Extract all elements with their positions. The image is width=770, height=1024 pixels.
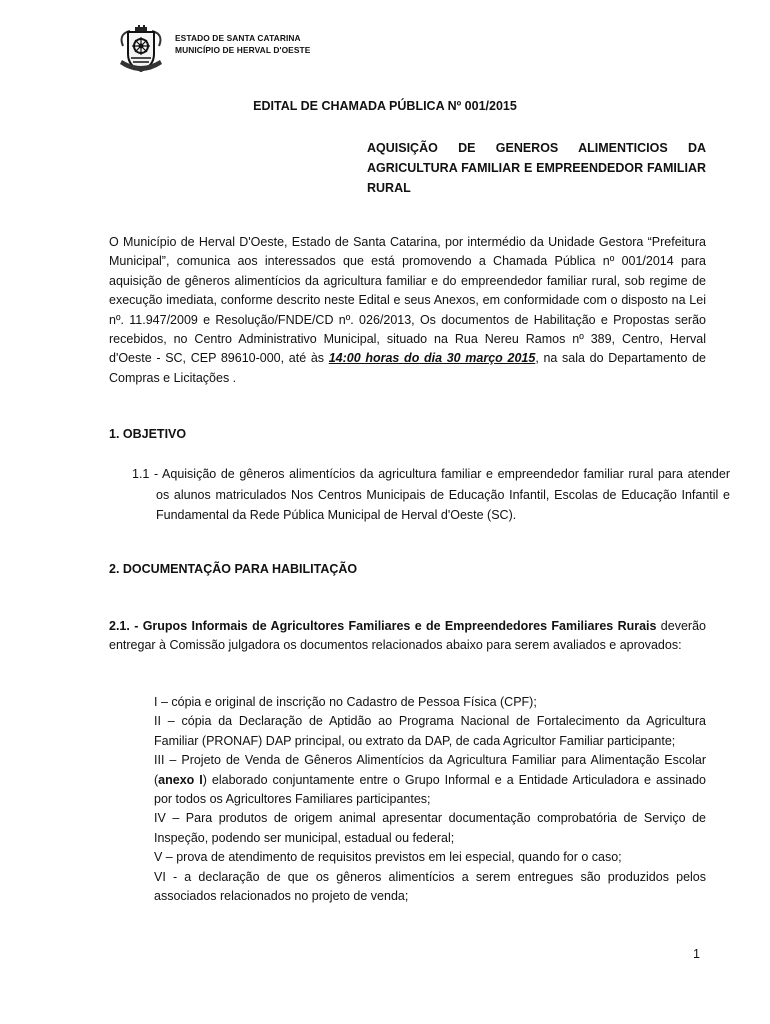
requirement-item-3-text-end: ) elaborado conjuntamente entre o Grupo Informal e a Entidade Articuladora e assinado por todos os Agricultores Familiares participantes; [154,772,706,807]
section-2-1-text: deverão entregar à Comissão julgadora os documentos relacionados abaixo para serem avaliados e aprovados: [109,619,706,653]
header-text [175,32,395,56]
section-2-title: 2. DOCUMENTAÇÃO PARA HABILITAÇÃO [109,562,358,576]
header-municipality: MUNICÍPIO DE HERVAL D'OESTE [175,45,311,55]
requirement-item-4: IV – Para produtos de origem animal apresentar documentação comprobatória de Serviço de Inspeção, podendo ser municipal, estadual ou federal; [154,811,706,845]
intro-paragraph [109,233,706,388]
page-number: 1 [693,947,700,961]
requirement-item-3-text: III – Projeto de Venda de Gêneros Alimentícios da Agricultura Familiar para Alimentação Escolar ( [154,753,706,787]
document-subtitle: AQUISIÇÃO DE GENEROS ALIMENTICIOS DA AGRICULTURA FAMILIAR E EMPREENDEDOR FAMILIAR RURAL [367,141,706,195]
section-1-item-1-1: 1.1 - Aquisição de gêneros alimentícios da agricultura familiar e empreendedor familiar rural para atender os alunos matriculados Nos Centros Municipais de Educação Infantil, Escolas de Educação Infantil e Fundamental da Rede Pública Municipal de Herval d'Oeste (SC). [132,467,730,522]
requirement-item-5: V – prova de atendimento de requisitos previstos em lei especial, quando for o caso; [154,850,622,865]
municipal-coat-of-arms-icon [116,24,166,76]
intro-text: O Município de Herval D'Oeste, Estado de Santa Catarina, por intermédio da Unidade Gestora “Prefeitura Municipal”, comunica aos interessados que está promovendo a Chamada Pública nº 001/2014 para aquisição de gêneros alimentícios da agricultura familiar e do empreendedor familiar rural, sob regime de execução imediata, conforme descrito neste Edital e seus Anexos, em conformidade com o disposto na Lei nº. 11.947/2009 e Resolução/FNDE/CD nº. 026/2013, Os documentos de Habilitação e Propostas serão recebidos, no Centro Administrativo Municipal, situado na Rua Nereu Ramos nº 389, Centro, Herval d'Oeste - SC, CEP 89610-000, até às [109,235,706,366]
intro-text-end: , na sala do Departamento de Compras e Licitações . [109,351,706,385]
annex-reference: anexo I [158,772,203,787]
section-2-1-paragraph [109,617,706,656]
document-requirements-list [154,693,706,906]
document-title: EDITAL DE CHAMADA PÚBLICA Nº 001/2015 [253,99,517,113]
requirement-item-6: VI - a declaração de que os gêneros alimentícios a serem entregues são produzidos pelos associados relacionados no projeto de venda; [154,869,706,904]
deadline-date: 14:00 horas do dia 30 março 2015 [328,351,536,366]
header-state: ESTADO DE SANTA CATARINA [175,33,301,43]
requirement-item-2: II – cópia da Declaração de Aptidão ao Programa Nacional de Fortalecimento da Agricultura Familiar (PRONAF) DAP principal, ou extrato da DAP, de cada Agricultor Familiar participante; [154,714,706,748]
section-2-1-heading: 2.1. - Grupos Informais de Agricultores Familiares e de Empreendedores Familiares Rurais [109,619,657,633]
requirement-item-3 [154,751,706,809]
requirement-item-1: I – cópia e original de inscrição no Cadastro de Pessoa Física (CPF); [154,695,537,709]
section-1-title: 1. OBJETIVO [109,427,187,441]
